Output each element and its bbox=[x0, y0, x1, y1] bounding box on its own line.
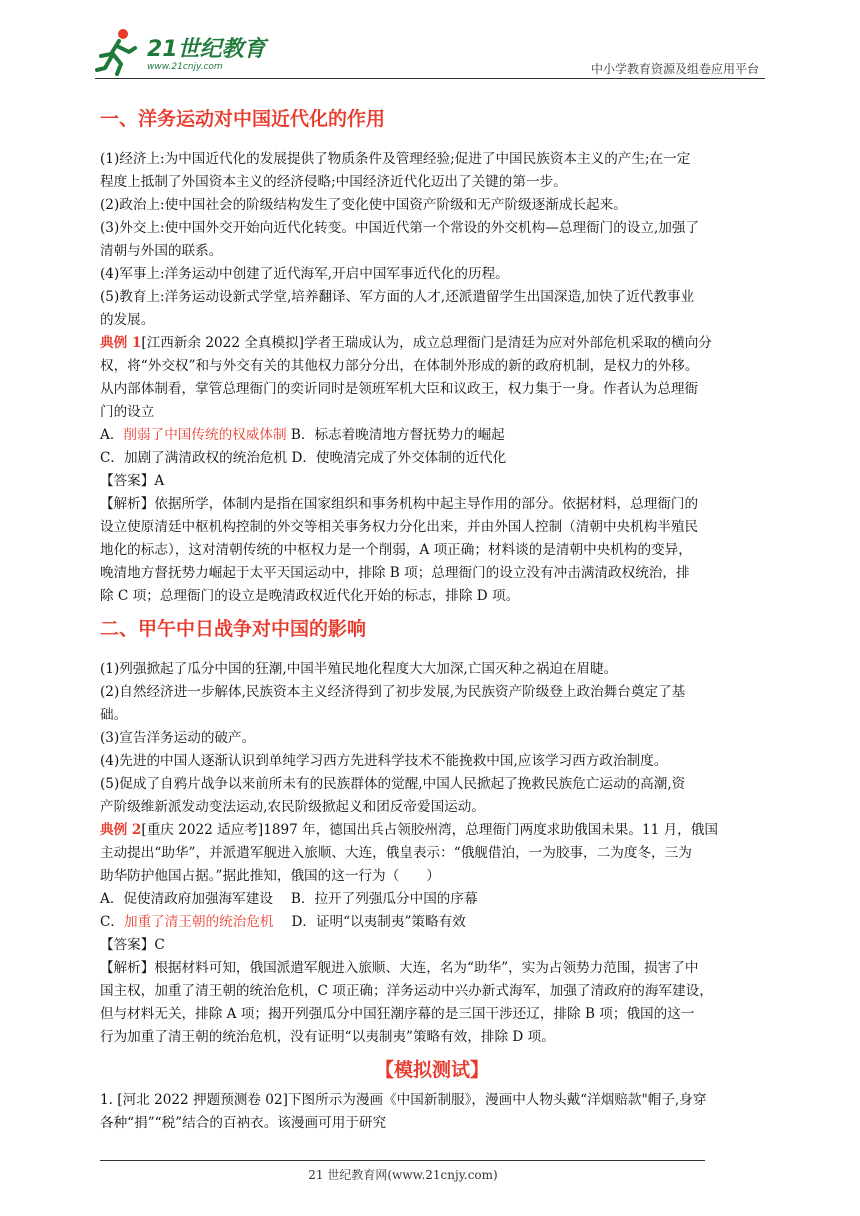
example-label: 典例 2 bbox=[100, 822, 142, 838]
text-line: (3)宣告洋务运动的破产。 bbox=[100, 730, 256, 746]
text-line: (3)外交上:使中国外交开始向近代化转变。中国近代第一个常设的外交机构—总理衙门的设立,加强了 bbox=[100, 220, 700, 236]
section-2-points bbox=[100, 658, 764, 819]
text-line: 的发展。 bbox=[100, 312, 155, 328]
example-label: 典例 1 bbox=[100, 335, 142, 351]
section-1-points bbox=[100, 148, 764, 332]
mock-test-title: 【模拟测试】 bbox=[374, 1059, 489, 1081]
page-footer: 21 世纪教育网(www.21cnjy.com) bbox=[308, 1168, 498, 1182]
text-line: (4)先进的中国人逐渐认识到单纯学习西方先进科学技术不能挽救中国,应该学习西方政治制度。 bbox=[100, 753, 668, 769]
options-row bbox=[100, 911, 764, 934]
text-line: (5)教育上:洋务运动设新式学堂,培养翻译、军方面的人才,还派遣留学生出国深造,加快了近代教事业 bbox=[100, 289, 695, 305]
analysis-line: 但与材料无关，排除 A 项；揭开列强瓜分中国狂潮序幕的是三国干涉还辽，排除 B 项；俄国的这一 bbox=[100, 1006, 695, 1022]
option-b: B．标志着晚清地方督抚势力的崛起 bbox=[286, 427, 505, 443]
text-line: 程度上抵制了外国资本主义的经济侵略;中国经济近代化迈出了关键的第一步。 bbox=[100, 174, 567, 190]
text-line: 产阶级维新派发动变法运动,农民阶级掀起义和团反帝爱国运动。 bbox=[100, 799, 485, 815]
analysis-line: 【解析】根据材料可知，俄国派遣军舰进入旅顺、大连，名为“助华”，实为占领势力范围，损害了中 bbox=[100, 960, 699, 976]
analysis-line: 【解析】依据所学，体制内是指在国家组织和事务机构中起主导作用的部分。依据材料，总理衙门的 bbox=[100, 496, 699, 512]
page-header bbox=[95, 22, 765, 80]
text-line: 1. [河北 2022 押题预测卷 02]下图所示为漫画《中国新制服》，漫画中人物头戴“洋烟赔款"帽子,身穿 bbox=[100, 1092, 707, 1108]
text-line: 各种“捐”“税”结合的百衲衣。该漫画可用于研究 bbox=[100, 1115, 387, 1131]
logo-text: 21世纪教育 bbox=[147, 37, 266, 62]
analysis-line: 除 C 项；总理衙门的设立是晚清政权近代化开始的标志，排除 D 项。 bbox=[100, 588, 520, 604]
analysis-line: 晚清地方督抚势力崛起于太平天国运动中，排除 B 项；总理衙门的设立没有冲击满清政权统治，排 bbox=[100, 565, 690, 581]
text-line: (1)经济上:为中国近代化的发展提供了物质条件及管理经验;促进了中国民族资本主义的产生;在一定 bbox=[100, 151, 691, 167]
example-1 bbox=[100, 332, 764, 608]
text-line: 从内部体制看，掌管总理衙门的奕䜣同时是领班军机大臣和议政王，权力集于一身。作者认为总理衙 bbox=[100, 381, 699, 397]
text-line: (2)政治上:使中国社会的阶级结构发生了变化使中国资产阶级和无产阶级逐渐成长起来。 bbox=[100, 197, 627, 213]
example-2 bbox=[100, 819, 764, 1049]
option-c-correct: 加重了清王朝的统治危机 bbox=[124, 914, 274, 930]
analysis-line: 行为加重了清王朝的统治危机，没有证明“以夷制夷”策略有效，排除 D 项。 bbox=[100, 1029, 555, 1045]
text-line: 权，将“外交权”和与外交有关的其他权力部分分出，在体制外形成的新的政府机制，是权力的外移。 bbox=[100, 358, 699, 374]
document-body bbox=[100, 104, 764, 1135]
section-1-title: 一、洋务运动对中国近代化的作用 bbox=[100, 108, 386, 130]
text-line: (5)促成了自鸦片战争以来前所未有的民族群体的觉醒,中国人民掀起了挽救民族危亡运动的高潮,资 bbox=[100, 776, 686, 792]
answer: 【答案】C bbox=[100, 937, 165, 953]
logo bbox=[95, 22, 295, 80]
options-row: A．促使清政府加强海军建设 B．拉开了列强瓜分中国的序幕 bbox=[100, 891, 478, 907]
text-line: (4)军事上:洋务运动中创建了近代海军,开启中国军事近代化的历程。 bbox=[100, 266, 509, 282]
section-2-title: 二、甲午中日战争对中国的影响 bbox=[100, 618, 367, 640]
option-a-prefix: A． bbox=[100, 427, 124, 443]
option-c-prefix: C． bbox=[100, 914, 124, 930]
question-1 bbox=[100, 1089, 764, 1135]
option-a-correct: 削弱了中国传统的权威体制 bbox=[123, 427, 287, 443]
analysis-line: 地化的标志），这对清朝传统的中枢权力是一个削弱，A 项正确；材料谈的是清朝中央机构的变异， bbox=[100, 542, 692, 558]
options-row bbox=[100, 424, 764, 447]
logo-url: www.21cnjy.com bbox=[147, 62, 223, 72]
text-line: [江西新余 2022 全真模拟]学者王瑞成认为，成立总理衙门是清廷为应对外部危机采取的横向分 bbox=[141, 335, 712, 351]
footer-divider bbox=[100, 1160, 705, 1161]
answer: 【答案】A bbox=[100, 473, 165, 489]
analysis-line: 设立使原清廷中枢机构控制的外交等相关事务权力分化出来，并由外国人控制（清朝中央机构半殖民 bbox=[100, 519, 699, 535]
header-tagline: 中小学教育资源及组卷应用平台 bbox=[590, 62, 759, 76]
header-divider bbox=[95, 78, 765, 79]
options-row: C．加剧了满清政权的统治危机 D．使晚清完成了外交体制的近代化 bbox=[100, 450, 507, 466]
analysis-line: 国主权，加重了清王朝的统治危机，C 项正确；洋务运动中兴办新式海军，加强了清政府的海军建设， bbox=[100, 983, 713, 999]
text-line: (1)列强掀起了瓜分中国的狂潮,中国半殖民地化程度大大加深,亡国灭种之祸迫在眉睫。 bbox=[100, 661, 618, 677]
text-line: 础。 bbox=[100, 707, 128, 723]
text-line: 助华防护他国占据。”据此推知，俄国的这一行为（ ） bbox=[100, 868, 440, 884]
text-line: 主动提出“助华”，并派遣军舰进入旅顺、大连，俄皇表示：“俄舰借泊，一为胶事，二为度冬，三为 bbox=[100, 845, 692, 861]
text-line: 门的设立 bbox=[100, 404, 155, 420]
text-line: [重庆 2022 适应考]1897 年，德国出兵占领胶州湾，总理衙门两度求助俄国未果。11 月，俄国 bbox=[141, 822, 718, 838]
text-line: 清朝与外国的联系。 bbox=[100, 243, 223, 259]
option-d: D．证明“以夷制夷”策略有效 bbox=[273, 914, 466, 930]
runner-logo-icon bbox=[95, 26, 145, 76]
text-line: (2)自然经济进一步解体,民族资本主义经济得到了初步发展,为民族资产阶级登上政治舞台奠定了基 bbox=[100, 684, 686, 700]
